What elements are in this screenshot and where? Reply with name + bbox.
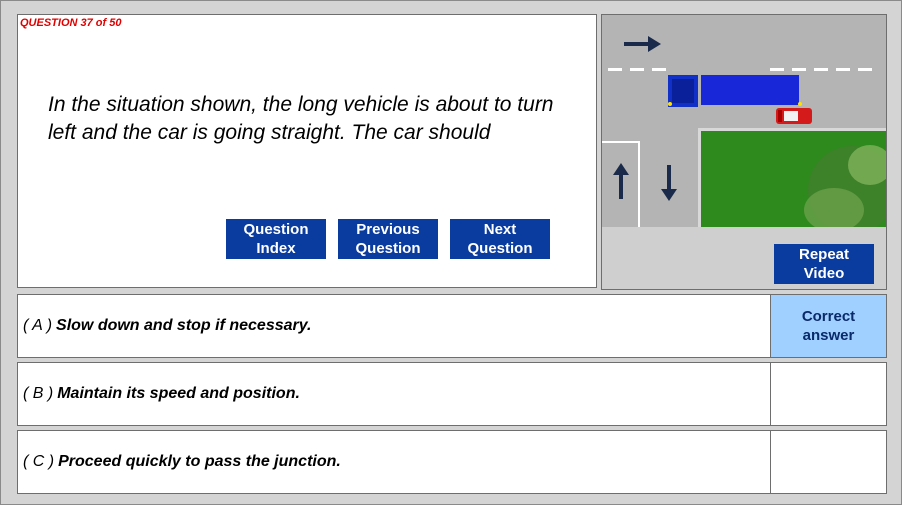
answer-c-label: Proceed quickly to pass the junction.	[58, 453, 341, 470]
video-panel	[601, 14, 887, 290]
question-text: In the situation shown, the long vehicle is about to turn left and the car is going straight. The car should	[48, 93, 554, 144]
answer-c-status	[770, 431, 886, 493]
answer-option-c[interactable]	[17, 430, 887, 494]
answer-option-b[interactable]	[17, 362, 887, 426]
red-car	[776, 108, 812, 124]
next-question-button[interactable]: Next Question	[450, 219, 550, 259]
answer-b-label: Maintain its speed and position.	[57, 385, 300, 402]
answer-a-text	[23, 295, 312, 357]
arrow-down-icon	[660, 165, 678, 201]
answer-option-a[interactable]	[17, 294, 887, 358]
question-panel	[17, 14, 597, 288]
answer-c-text	[23, 431, 341, 493]
answer-b-text	[23, 363, 300, 425]
question-counter: QUESTION 37 of 50	[20, 17, 122, 29]
answer-a-label: Slow down and stop if necessary.	[56, 317, 312, 334]
answer-c-letter: ( C )	[23, 453, 55, 470]
arrow-up-icon	[612, 163, 630, 199]
long-vehicle	[668, 75, 802, 107]
answer-b-letter: ( B )	[23, 385, 54, 402]
question-index-button[interactable]: Question Index	[226, 219, 326, 259]
answer-a-letter: ( A )	[23, 317, 53, 334]
correct-answer-badge: Correct answer	[770, 295, 886, 357]
arrow-right-icon	[624, 35, 662, 53]
repeat-video-button[interactable]: Repeat Video	[774, 244, 874, 284]
answer-b-status	[770, 363, 886, 425]
previous-question-button[interactable]: Previous Question	[338, 219, 438, 259]
